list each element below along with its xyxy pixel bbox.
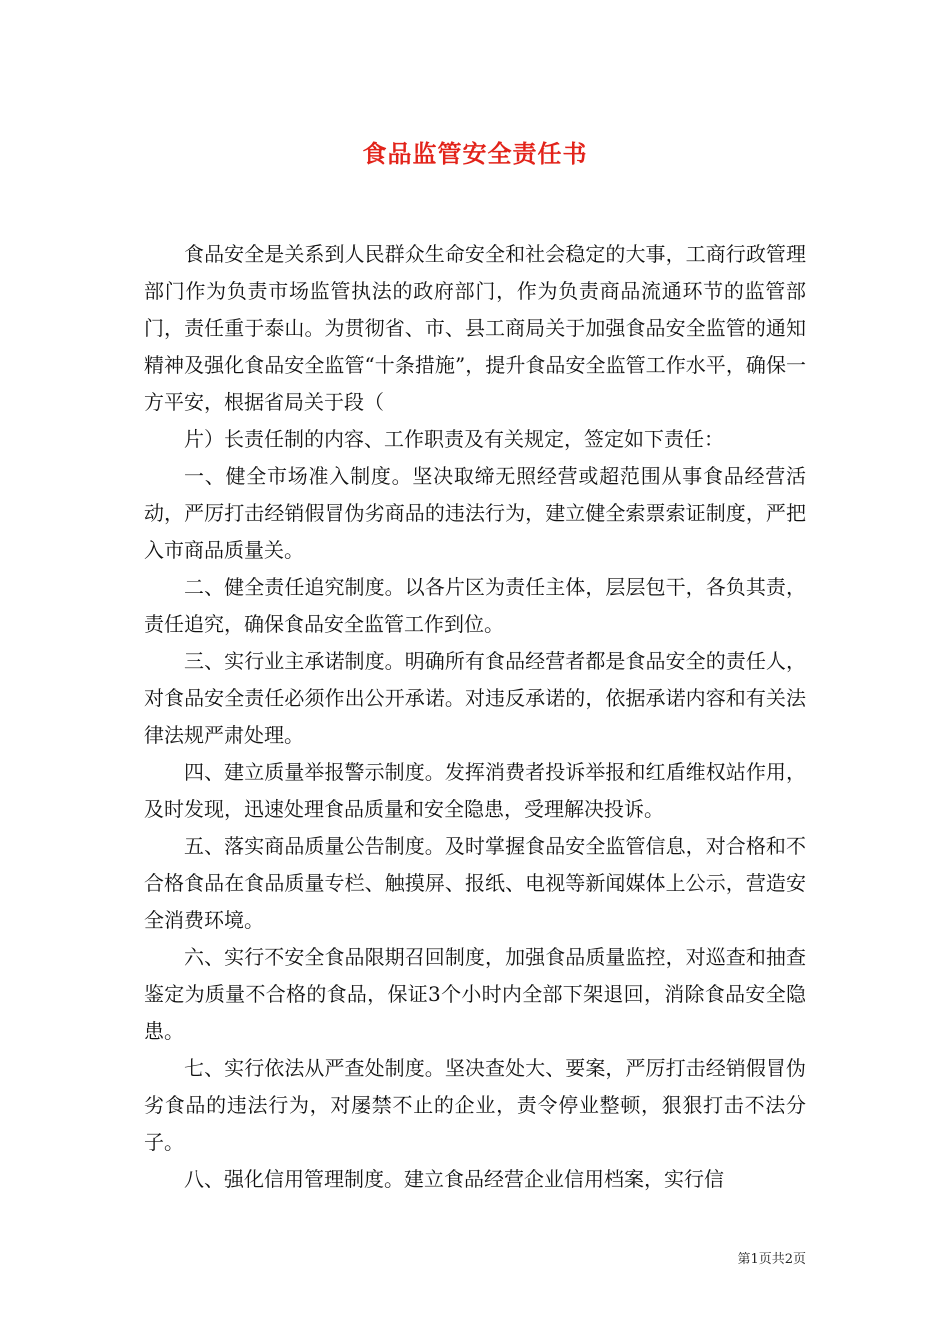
document-title: 食品监管安全责任书 [362, 139, 588, 168]
paragraph-item-5: 五、落实商品质量公告制度。及时掌握食品安全监管信息，对合格和不合格食品在食品质量专栏、触摸屏、报纸、电视等新闻媒体上公示，营造安全消费环境。 [144, 834, 806, 932]
paragraph-item-1: 一、健全市场准入制度。坚决取缔无照经营或超范围从事食品经营活动，严厉打击经销假冒伪劣商品的违法行为，建立健全索票索证制度，严把入市商品质量关。 [144, 464, 806, 562]
paragraph-intro: 食品安全是关系到人民群众生命安全和社会稳定的大事，工商行政管理部门作为负责市场监管执法的政府部门，作为负责商品流通环节的监管部门，责任重于泰山。为贯彻省、市、县工商局关于加强食品安全监管的通知精神及强化食品安全监管“十条措施”，提升食品安全监管工作水平，确保一方平安，根据省局关于段（ [144, 242, 806, 414]
paragraph-item-4: 四、建立质量举报警示制度。发挥消费者投诉举报和红盾维权站作用，及时发现，迅速处理食品质量和安全隐患，受理解决投诉。 [144, 760, 806, 821]
paragraph-item-3: 三、实行业主承诺制度。明确所有食品经营者都是食品安全的责任人，对食品安全责任必须作出公开承诺。对违反承诺的，依据承诺内容和有关法律法规严肃处理。 [144, 649, 806, 747]
paragraph-item-8: 八、强化信用管理制度。建立食品经营企业信用档案，实行信 [184, 1167, 724, 1191]
document-body [144, 236, 806, 1198]
paragraph-item-7: 七、实行依法从严查处制度。坚决查处大、要案，严厉打击经销假冒伪劣食品的违法行为，对屡禁不止的企业，责令停业整顿，狠狠打击不法分子。 [144, 1056, 806, 1154]
paragraph-item-6: 六、实行不安全食品限期召回制度，加强食品质量监控，对巡查和抽查鉴定为质量不合格的食品，保证3个小时内全部下架退回，消除食品安全隐患。 [144, 945, 806, 1043]
paragraph-responsibility-statement: 片）长责任制的内容、工作职责及有关规定，签定如下责任： [184, 427, 724, 451]
page-number: 第1页共2页 [737, 1252, 806, 1267]
paragraph-item-2: 二、健全责任追究制度。以各片区为责任主体，层层包干，各负其责，责任追究，确保食品安全监管工作到位。 [144, 575, 806, 636]
